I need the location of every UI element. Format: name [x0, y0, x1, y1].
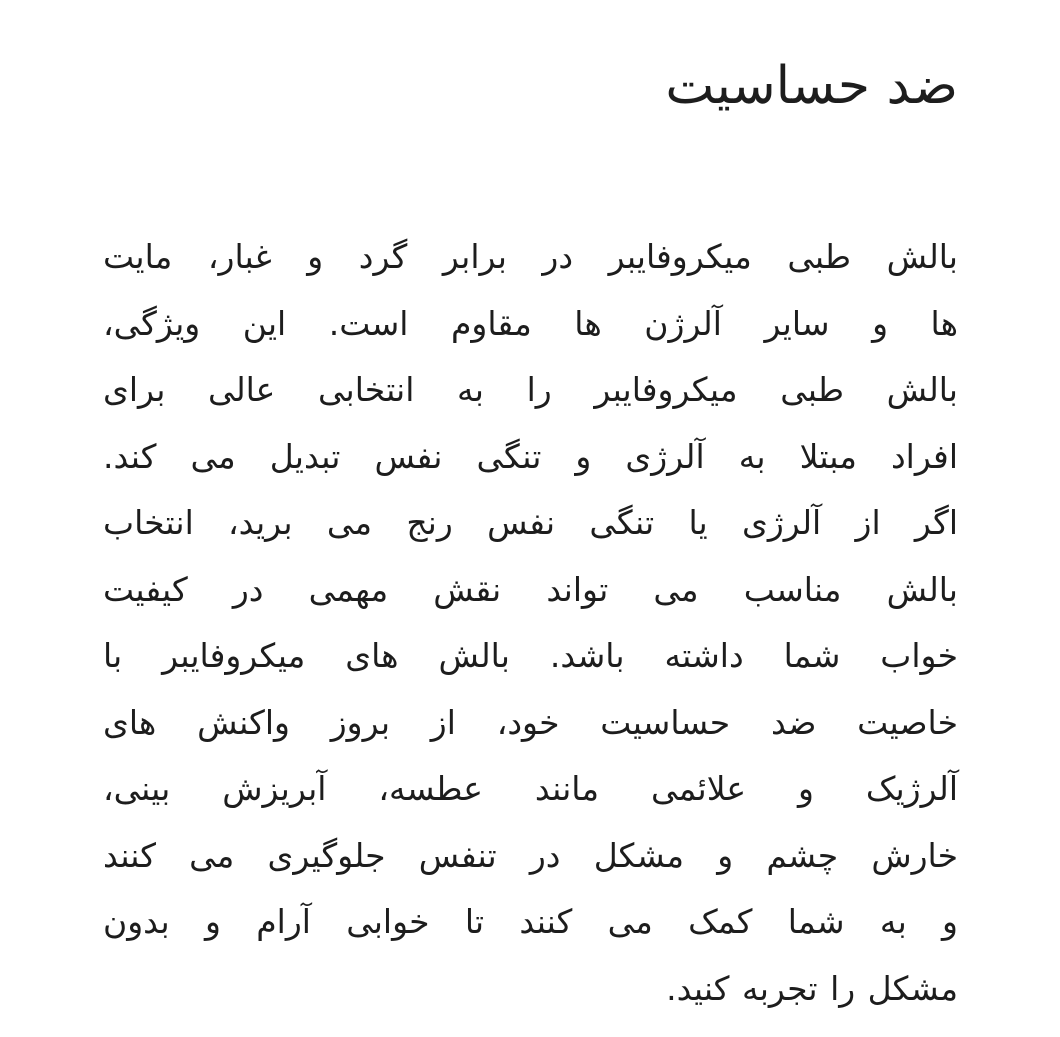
body-line: اگر از آلرژی یا تنگی نفس رنج می برید، انتخاب [103, 503, 958, 542]
body-line: خارش چشم و مشکل در تنفس جلوگیری می کنند [103, 835, 958, 875]
body-line: خواب شما داشته باشد. بالش های میکروفایبر با [103, 636, 958, 675]
article-body [103, 224, 958, 1022]
body-line: و به شما کمک می کنند تا خوابی آرام و بدون [103, 902, 958, 941]
body-line: بالش طبی میکروفایبر در برابر گرد و غبار، مایت [103, 237, 958, 276]
section-heading: ضد حساسیت [665, 56, 958, 116]
article [103, 44, 958, 1022]
body-line: آلرژیک و علائمی مانند عطسه، آبریزش بینی، [103, 769, 958, 808]
body-line: مشکل را تجربه کنید. [666, 968, 958, 1008]
body-line: بالش مناسب می تواند نقش مهمی در کیفیت [103, 569, 958, 609]
body-line: ها و سایر آلرژن ها مقاوم است. این ویژگی، [103, 303, 958, 343]
body-line: بالش طبی میکروفایبر را به انتخابی عالی برای [103, 370, 958, 409]
body-line: افراد مبتلا به آلرژی و تنگی نفس تبدیل می کند. [103, 436, 958, 476]
body-line: خاصیت ضد حساسیت خود، از بروز واکنش های [103, 702, 958, 742]
